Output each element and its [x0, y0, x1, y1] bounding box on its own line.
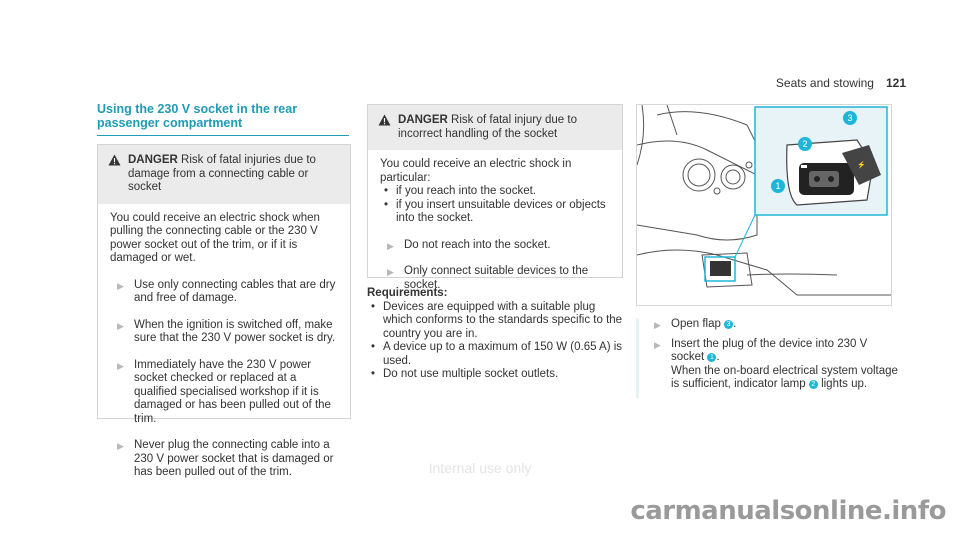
arrow-right-icon: ▶: [654, 339, 661, 350]
safety-step: [110, 359, 340, 427]
safety-step: [110, 319, 340, 346]
warning-triangle-icon: [108, 154, 121, 171]
danger-label: DANGER: [128, 154, 178, 166]
step-text: Insert the plug of the device into 230 V socket: [671, 337, 868, 363]
requirements: [367, 287, 627, 382]
step-text: When the on-board electrical system voltage is sufficient, indicator lamp: [671, 364, 898, 390]
warning-triangle-icon: [378, 114, 391, 131]
callout-3: 3: [843, 111, 857, 125]
step-text: lights up.: [821, 378, 868, 390]
step-text: Immediately have the 230 V power socket checked or replaced at a qualified specialised workshop if it is damaged or has been pulled out of the trim.: [134, 358, 331, 425]
watermark: carmanualsonline.info: [630, 496, 946, 526]
danger-box-incorrect-handling: [367, 104, 623, 291]
svg-text:⚡: ⚡: [857, 162, 866, 169]
danger-headline: Risk of fatal injury due to incorrect handling of the socket: [398, 114, 577, 140]
step-text: Only connect suitable devices to the socket.: [404, 265, 589, 291]
arrow-right-icon: ▶: [117, 320, 124, 331]
arrow-right-icon: ▶: [117, 441, 124, 451]
list-item: • if you reach into the socket.: [384, 185, 536, 197]
arrow-right-icon: ▶: [117, 280, 124, 291]
step-text: Do not reach into the socket.: [404, 238, 551, 251]
arrow-right-icon: ▶: [387, 267, 394, 277]
callout-ref: 3: [724, 320, 733, 329]
safety-step: [380, 239, 612, 253]
callout-ref: 2: [809, 380, 818, 389]
callout-2: 2: [798, 137, 812, 151]
instruction-step: ▶ Open flap 3 .: [654, 318, 737, 330]
danger-header: [368, 105, 622, 150]
list-item: • Devices are equipped with a suitable plug which conforms to the standards specific to the country you are in.: [371, 300, 623, 340]
safety-step: [110, 279, 340, 306]
list-item-text: Do not use multiple socket outlets.: [383, 368, 559, 380]
danger-header: [98, 145, 350, 204]
list-item-text: if you reach into the socket.: [396, 185, 536, 197]
instructions: [636, 318, 901, 398]
danger-body-text: You could receive an electric shock in particular:: [380, 158, 572, 184]
list-item: • if you insert unsuitable devices or objects into the socket.: [384, 198, 606, 224]
step-text: Open flap: [671, 318, 721, 330]
section-title: Using the 230 V socket in the rear passenger compartment: [97, 102, 298, 130]
header-section: Seats and stowing: [775, 76, 874, 90]
danger-box-fatal-injury-cable: [97, 144, 351, 478]
list-item-text: A device up to a maximum of 150 W (0.65 A) is used.: [383, 341, 623, 367]
step-text: When the ignition is switched off, make sure that the 230 V power socket is dry.: [134, 318, 336, 344]
arrow-right-icon: ▶: [387, 240, 394, 251]
requirements-label: Requirements:: [367, 287, 448, 299]
footer-note: Internal use only: [428, 460, 532, 476]
danger-body-text: You could receive an electric shock when pulling the connecting cable or the 230 V power socket out of the trim, or if it is damaged or wet.: [110, 211, 320, 264]
list-item: • Do not use multiple socket outlets.: [371, 368, 559, 380]
callout-1: 1: [771, 179, 785, 193]
arrow-right-icon: ▶: [654, 320, 661, 330]
arrow-right-icon: ▶: [117, 360, 124, 371]
step-text: Never plug the connecting cable into a 230 V power socket that is damaged or has been pulled out of the trim.: [134, 439, 334, 478]
list-item-text: if you insert unsuitable devices or objects into the socket.: [396, 198, 606, 224]
danger-label: DANGER: [398, 114, 448, 126]
page-number: 121: [885, 76, 906, 90]
page-header: [776, 77, 906, 91]
callout-ref: 1: [707, 353, 716, 362]
list-item: • A device up to a maximum of 150 W (0.65 A) is used.: [371, 341, 623, 367]
instruction-step: ▶ Insert the plug of the device into 230 V socket 1 . When the on-board electrical system voltage is sufficient, indicator lamp 2 lights up.: [654, 337, 898, 390]
socket-illustration: [636, 104, 892, 306]
danger-headline: Risk of fatal injuries due to damage from a connecting cable or socket: [128, 154, 316, 193]
list-item-text: Devices are equipped with a suitable plug which conforms to the standards specific to the country you are in.: [383, 300, 623, 340]
rear-console-drawing: [637, 105, 891, 305]
step-text: Use only connecting cables that are dry and free of damage.: [134, 278, 336, 304]
title-divider: [97, 135, 349, 136]
